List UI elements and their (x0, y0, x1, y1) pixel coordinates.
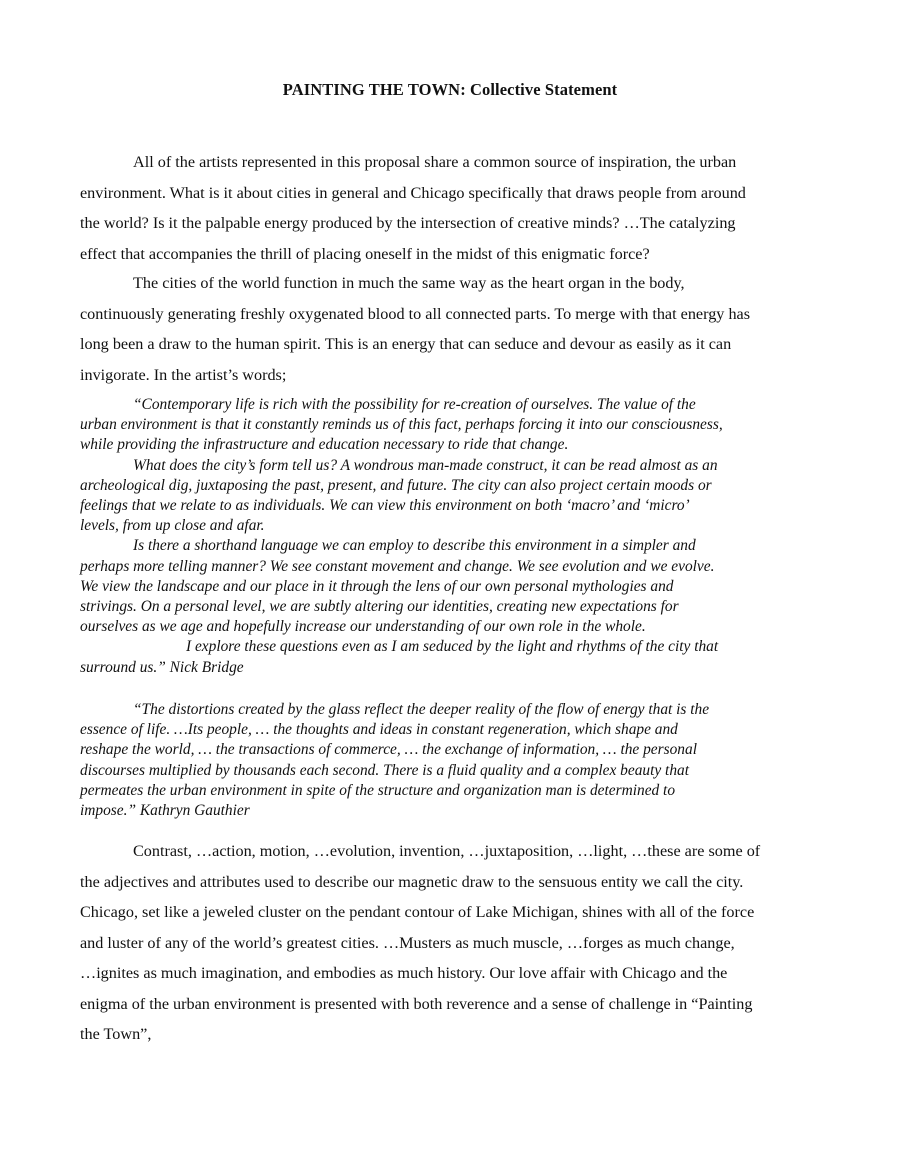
quote-line: What does the city’s form tell us? A wondrous man-made construct, it can be read almost as an (133, 456, 718, 474)
paragraph-line: the Town”, (80, 1025, 152, 1043)
paragraph-line: long been a draw to the human spirit. This is an energy that can seduce and devour as easily as it can (80, 335, 732, 353)
paragraph-line: continuously generating freshly oxygenated blood to all connected parts. To merge with that energy has (80, 304, 751, 323)
quote-line: discourses multiplied by thousands each second. There is a fluid quality and a complex beauty that (80, 761, 689, 779)
quote-attribution-line: surround us.” Nick Bridge (80, 658, 244, 676)
quote-line: permeates the urban environment in spite of the structure and organization man is determined to (80, 781, 676, 799)
nick-bridge-quote (80, 395, 830, 678)
paragraph-line: Chicago, set like a jeweled cluster on the pendant contour of Lake Michigan, shines with all of the force (80, 903, 755, 921)
quote-line: We view the landscape and our place in it through the lens of our own personal mythologies and (80, 577, 674, 595)
paragraph-line: …ignites as much imagination, and embodies as much history. Our love affair with Chicago and the (80, 964, 728, 982)
quote-line: levels, from up close and afar. (80, 517, 265, 535)
cities-paragraph (80, 268, 826, 390)
quote-line: while providing the infrastructure and education necessary to ride that change. (80, 436, 569, 454)
quote-line: archeological dig, juxtaposing the past, present, and future. The city can also project certain moods or (80, 476, 712, 494)
paragraph-line: the world? Is it the palpable energy produced by the intersection of creative minds? …The catalyzing (80, 214, 736, 232)
quote-line: “The distortions created by the glass reflect the deeper reality of the flow of energy that is the (133, 701, 710, 718)
paragraph-line: and luster of any of the world’s greatest cities. …Musters as much muscle, …forges as much change, (80, 933, 735, 952)
paragraph-line: enigma of the urban environment is presented with both reverence and a sense of challenge in “Painting (80, 994, 753, 1013)
paragraph-line: the adjectives and attributes used to describe our magnetic draw to the sensuous entity we call the city. (80, 872, 744, 891)
paragraph-line: Contrast, …action, motion, …evolution, invention, …juxtaposition, …light, …these are some of (133, 842, 761, 860)
paragraph-line: invigorate. In the artist’s words; (80, 365, 287, 384)
quote-line: “Contemporary life is rich with the possibility for re-creation of ourselves. The value of the (133, 396, 696, 413)
paragraph-line: All of the artists represented in this proposal share a common source of inspiration, the urban (133, 153, 737, 171)
paragraph-line: effect that accompanies the thrill of placing oneself in the midst of this enigmatic force? (80, 244, 650, 263)
quote-line: ourselves as we age and hopefully increase our understanding of our own role in the whole. (80, 618, 646, 636)
quote-line: Is there a shorthand language we can employ to describe this environment in a simpler and (133, 537, 696, 555)
quote-line: urban environment is that it constantly reminds us of this fact, perhaps forcing it into our consciousness, (80, 416, 723, 434)
quote-line: essence of life. …Its people, … the thoughts and ideas in constant regeneration, which shape and (80, 721, 678, 739)
quote-line: reshape the world, … the transactions of commerce, … the exchange of information, … the personal (80, 741, 697, 759)
quote-line: I explore these questions even as I am seduced by the light and rhythms of the city that (186, 638, 719, 656)
paragraph-line: environment. What is it about cities in general and Chicago specifically that draws people from around (80, 183, 746, 202)
closing-paragraph (80, 836, 826, 1050)
quote-attribution-line: impose.” Kathryn Gauthier (80, 802, 250, 820)
intro-paragraph (80, 147, 826, 269)
quote-line: feelings that we relate to as individuals. We can view this environment on both ‘macro’ and ‘micro’ (80, 497, 690, 515)
quote-line: perhaps more telling manner? We see constant movement and change. We see evolution and we evolve. (80, 557, 715, 575)
kathryn-gauthier-quote (80, 700, 830, 821)
paragraph-line: The cities of the world function in much the same way as the heart organ in the body, (133, 274, 685, 292)
document-title: PAINTING THE TOWN: Collective Statement (282, 80, 618, 99)
quote-line: strivings. On a personal level, we are subtly altering our identities, creating new expectations for (80, 598, 679, 616)
